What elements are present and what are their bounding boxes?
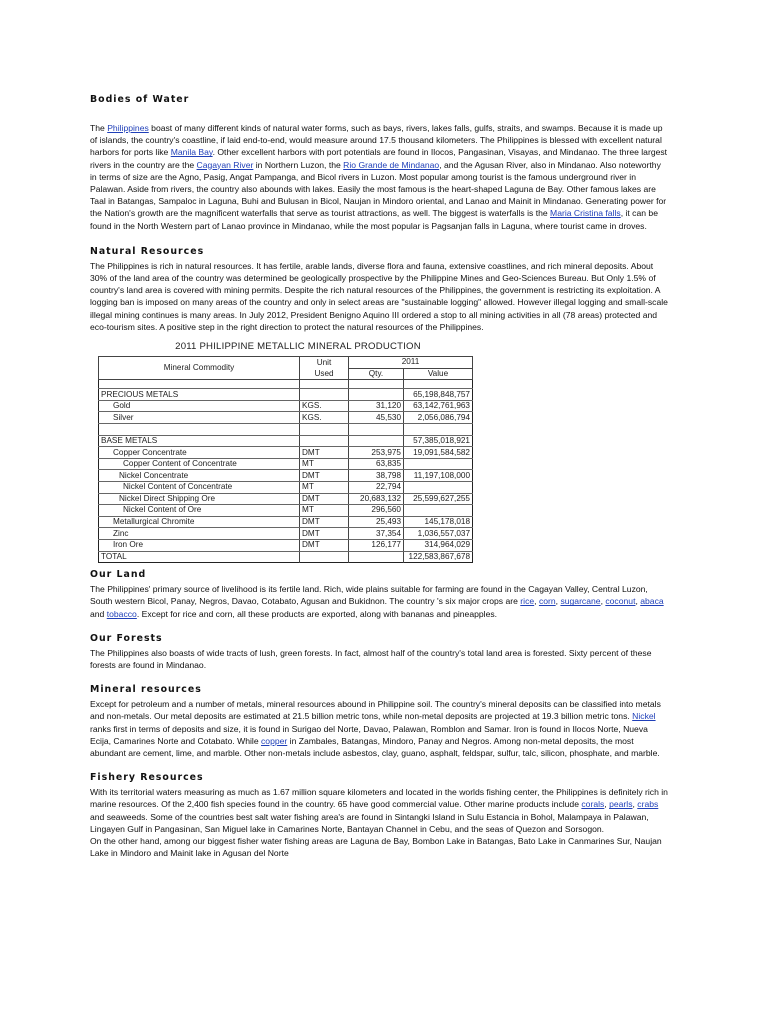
- table-row-total: [99, 551, 473, 563]
- table-row: [99, 458, 473, 470]
- link-manila-bay[interactable]: Manila Bay: [170, 147, 213, 158]
- cell-commodity: Nickel Content of Ore: [99, 505, 300, 517]
- table-row: [99, 505, 473, 517]
- table-row: [99, 481, 473, 493]
- link-copper[interactable]: copper: [261, 735, 288, 746]
- cell-commodity: Metallurgical Chromite: [99, 516, 300, 528]
- cell-unit: DMT: [300, 528, 349, 540]
- link-tobacco[interactable]: tobacco: [106, 608, 137, 619]
- total-label: TOTAL: [99, 551, 300, 563]
- table-row: [99, 435, 473, 447]
- col-header-commodity: Mineral Commodity: [99, 357, 300, 380]
- cell-qty: 31,120: [349, 400, 404, 412]
- cell-unit: KGS.: [300, 400, 349, 412]
- cell-commodity: Nickel Direct Shipping Ore: [99, 493, 300, 505]
- table-row: [99, 389, 473, 401]
- link-rio-grande-de-mindanao[interactable]: Rio Grande de Mindanao: [343, 159, 440, 170]
- heading-our-land: Our Land: [90, 569, 147, 581]
- link-pearls[interactable]: pearls: [609, 799, 633, 810]
- cell-qty: 22,794: [349, 481, 404, 493]
- cell-commodity: Nickel Content of Concentrate: [99, 481, 300, 493]
- cell-commodity: Copper Concentrate: [99, 447, 300, 459]
- cell-commodity: Iron Ore: [99, 539, 300, 551]
- link-corn[interactable]: corn: [538, 596, 556, 607]
- cell-unit: MT: [300, 458, 349, 470]
- cell-commodity: Silver: [99, 412, 300, 424]
- cell-qty: 126,177: [349, 539, 404, 551]
- mineral-production-table-figure: [93, 341, 483, 563]
- cell-unit: [300, 435, 349, 447]
- mineral-production-table: [98, 356, 473, 563]
- cell-value: 145,178,018: [404, 516, 473, 528]
- link-philippines[interactable]: Philippines: [107, 123, 149, 133]
- document-page: [90, 94, 668, 859]
- link-sugarcane[interactable]: sugarcane: [560, 596, 601, 607]
- table-row: [99, 424, 473, 436]
- cell-value: 65,198,848,757: [404, 389, 473, 401]
- link-maria-cristina-falls[interactable]: Maria Cristina falls: [550, 208, 621, 219]
- cell-commodity: Gold: [99, 400, 300, 412]
- link-rice[interactable]: rice: [520, 596, 535, 607]
- cell-unit: DMT: [300, 516, 349, 528]
- paragraph-our-land: The Philippines' primary source of livelihood is its fertile land. Rich, wide plains suitable for farming are found in the Cagayan Valley, Central Luzon, South western Bicol, Panay, Negros, Davao, Cotabato, Agusan and Bukidnon. The country 's six major crops are rice, corn, sugarcane, coconut, abaca and tobacco. Except for rice and corn, all these products are exported, along with bananas and pineapples.: [90, 584, 664, 619]
- cell-value: 57,385,018,921: [404, 435, 473, 447]
- paragraph-fishery-resources: With its territorial waters measuring as much as 1.67 million square kilometers and located in the worlds fishing center, the Philippines is definitely rich in marine resources. Of the 2,400 fish species found in the country. 65 have good commercial value. Other marine products include corals, pearls, crabs and seaweeds. Some of the countries best salt water fishing area's are found in Sintangki Island in Sulu Estancia in Bohol, Malampaya in Palawan, Lingayen Gulf in Pangasinan, San Miguel lake in Camarines Norte, Bantayan Channel in Cebu, and the seas of Quezon and Sorsogon.: [90, 787, 668, 834]
- cell-value: [404, 458, 473, 470]
- link-cagayan-river[interactable]: Cagayan River: [196, 159, 254, 170]
- cell-value: 2,056,086,794: [404, 412, 473, 424]
- table-row: [99, 528, 473, 540]
- col-header-value: Value: [404, 368, 473, 380]
- table-row: [99, 412, 473, 424]
- cell-unit: DMT: [300, 447, 349, 459]
- cell-value: 314,964,029: [404, 539, 473, 551]
- table-row: [99, 470, 473, 482]
- link-corals[interactable]: corals: [581, 799, 605, 810]
- cell-qty: [349, 424, 404, 436]
- cell-value: 19,091,584,582: [404, 447, 473, 459]
- paragraph-mineral-resources: Except for petroleum and a number of metals, mineral resources abound in Philippine soil. The country's mineral deposits can be classified into metals and non-metals. Our metal deposits are estimated at 21.5 billion metric tons, while non-metal deposits are projected at 19.3 billion metric tons. Nickel ranks first in terms of deposits and size, it is found in Surigao del Norte, Davao, Palawan, Romblon and Samar. Iron is found in Ilocos Norte, Nueva Ecija, Camarines Norte and Cotabato. While copper in Zambales, Batangas, Mindoro, Panay and Negros. Among non-metal deposits, the most abundant are cement, lime, and marble. Other non-metals include asbestos, clay, guano, asphalt, feldspar, sulfur, talc, silicon, phosphate, and marble.: [90, 699, 661, 758]
- total-value: 122,583,867,678: [404, 551, 473, 563]
- cell-commodity: PRECIOUS METALS: [99, 389, 300, 401]
- cell-qty: [349, 435, 404, 447]
- heading-our-forests: Our Forests: [90, 632, 163, 644]
- heading-natural-resources: Natural Resources: [90, 245, 205, 257]
- cell-unit: DMT: [300, 470, 349, 482]
- cell-commodity: Nickel Concentrate: [99, 470, 300, 482]
- cell-commodity: [99, 424, 300, 436]
- cell-commodity: Copper Content of Concentrate: [99, 458, 300, 470]
- table-row: [99, 493, 473, 505]
- heading-mineral-resources: Mineral resources: [90, 684, 202, 696]
- col-header-year: 2011: [349, 357, 473, 369]
- table-row: [99, 539, 473, 551]
- paragraph-natural-resources: The Philippines is rich in natural resources. It has fertile, arable lands, diverse flora and fauna, extensive coastlines, and rich mineral deposits. About 30% of the land area of the country was determined be geologically prospective by the Philippine Mines and Geo-Sciences Bureau. But Only 1.5% of country's land area is covered with mining permits. Despite the rich natural resources of the Philippines, the government is restricting its exploitation. A logging ban is imposed on many areas of the country and only in select areas are "sustainable logging" allowed. However illegal logging and small-scale illegal mining continues is many areas. In July 2012, President Benigno Aquino III ordered a stop to all mining activities in all (78 areas) protected and eco-tourism sites. A positive step in the right direction to protect the natural resources of the Philippines.: [90, 260, 668, 332]
- paragraph-bodies-of-water: The Philippines boast of many different kinds of natural water forms, such as bays, rivers, lakes falls, gulfs, straits, and swamps. Because it is made up of islands, the country's coastline, if laid end-to-end, would measure around 17.5 thousand kilometers. The Philippines is blessed with excellent natural harbors for ports like Manila Bay. Other excellent harbors with port potentials are found in Ilocos, Pangasinan, Visayas, and Mindanao. The three largest rivers in the country are the Cagayan River in Northern Luzon, the Rio Grande de Mindanao, and the Agusan River, also in Mindanao. Also noteworthy in terms of size are the Agno, Pasig, Angat Pampanga, and Bicol rivers in Luzon. Most popular among tourist is the famous underground river in Palawan. Aside from rivers, the country also abounds with lakes. Easily the most famous is the heart-shaped Laguna de Bay. Other famous lakes are Taal in Batangas, Sampaloc in Laguna, Buhi and Bulusan in Bicol, Naujan in Mindoro oriental, and Lanao and Mainit in Mindanao. Generating power for the Nation's growth are the magnificent waterfalls that serve as tourist attractions, as well. The biggest is waterfalls is the Maria Cristina falls, it can be found in the North Western part of Lanao province in Mindanao, while the most popular is Pagsanjan falls in Laguna, where tourist came in droves.: [90, 123, 668, 231]
- heading-fishery-resources: Fishery Resources: [90, 772, 204, 784]
- cell-value: 25,599,627,255: [404, 493, 473, 505]
- link-abaca[interactable]: abaca: [640, 596, 664, 607]
- cell-qty: 25,493: [349, 516, 404, 528]
- cell-unit: [300, 424, 349, 436]
- cell-qty: 296,560: [349, 505, 404, 517]
- cell-value: [404, 424, 473, 436]
- table-row: [99, 447, 473, 459]
- heading-bodies-of-water: Bodies of Water: [90, 94, 190, 105]
- cell-unit: DMT: [300, 493, 349, 505]
- cell-qty: 20,683,132: [349, 493, 404, 505]
- cell-qty: 38,798: [349, 470, 404, 482]
- link-coconut[interactable]: coconut: [605, 596, 636, 607]
- cell-unit: DMT: [300, 539, 349, 551]
- cell-value: 11,197,108,000: [404, 470, 473, 482]
- col-header-unit: Unit: [300, 357, 349, 369]
- cell-commodity: Zinc: [99, 528, 300, 540]
- cell-unit: KGS.: [300, 412, 349, 424]
- cell-qty: 37,354: [349, 528, 404, 540]
- cell-value: [404, 505, 473, 517]
- cell-qty: 253,975: [349, 447, 404, 459]
- cell-value: [404, 481, 473, 493]
- cell-value: 1,036,557,037: [404, 528, 473, 540]
- cell-unit: MT: [300, 505, 349, 517]
- col-header-used: Used: [300, 368, 349, 380]
- cell-unit: [300, 389, 349, 401]
- col-header-qty: Qty.: [349, 368, 404, 380]
- table-title: 2011 PHILIPPINE METALLIC MINERAL PRODUCTION: [175, 341, 421, 353]
- cell-unit: MT: [300, 481, 349, 493]
- table-row: [99, 400, 473, 412]
- paragraph-fishery-freshwater: On the other hand, among our biggest fisher water fishing areas are Laguna de Bay, Bombon Lake in Batangas, Bato Lake in Canmarines Sur, Naujan Lake in Mindoro and Mainit lake in Agusan del Norte: [90, 835, 662, 859]
- cell-value: 63,142,761,963: [404, 400, 473, 412]
- cell-qty: 63,835: [349, 458, 404, 470]
- cell-qty: 45,530: [349, 412, 404, 424]
- cell-commodity: BASE METALS: [99, 435, 300, 447]
- paragraph-our-forests: The Philippines also boasts of wide tracts of lush, green forests. In fact, almost half of the country's total land area is forested. Sixty percent of these forests are found in Mindanao.: [90, 647, 652, 670]
- link-crabs[interactable]: crabs: [637, 799, 659, 810]
- link-nickel[interactable]: Nickel: [632, 711, 656, 722]
- cell-qty: [349, 389, 404, 401]
- table-row: [99, 516, 473, 528]
